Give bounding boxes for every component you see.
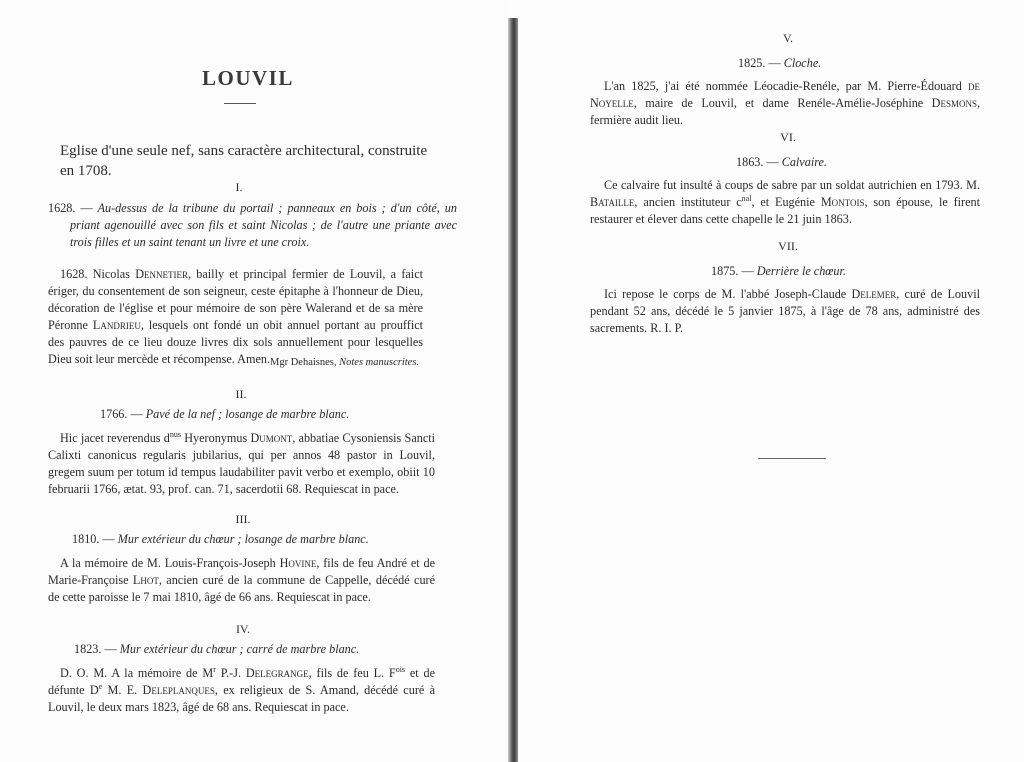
heading-description: Derrière le chœur. <box>756 264 846 278</box>
person-name: Bataille <box>590 195 635 209</box>
inscription-text-1 <box>48 266 423 368</box>
text-run: , bailly et principal fermier de Louvil, a faict ériger, du consentement de son seigneur, ceste épitaphe à l'honneur de Dieu, décoration de l'église et pour mémoire de son père Walerand et de sa mère Péronne <box>48 267 423 332</box>
heading-year: 1825. — <box>738 56 781 70</box>
section-heading-7 <box>711 263 951 280</box>
person-name: Dennetier <box>135 267 188 281</box>
text-run: L'an 1825, j'ai été nommée Léocadie-Renéle, par M. Pierre-Édouard <box>604 79 962 93</box>
superscript: ois <box>395 664 406 674</box>
text-run: , ex religieux de S. Amand, décédé curé à Louvil, le deux mars 1823, âgé de 68 ans. Requiescat in pace. <box>48 683 436 714</box>
heading-year: 1863. — <box>736 155 779 169</box>
superscript: e <box>98 681 103 691</box>
citation-author: Mgr Dehaisnes, <box>270 357 337 368</box>
title-rule <box>224 103 256 104</box>
person-name: Hovine <box>279 556 317 570</box>
heading-year: 1875. — <box>711 264 754 278</box>
section-heading-1 <box>48 200 457 251</box>
section-numeral-2: II. <box>235 387 247 401</box>
section-heading-2 <box>100 406 440 423</box>
heading-description: Calvaire. <box>781 155 827 169</box>
person-name: Delegrange <box>245 666 309 680</box>
book-gutter <box>508 18 518 762</box>
text-run: , curé de Louvil pendant 52 ans, décédé le 5 janvier 1875, à l'âge de 78 ans, administré des sacrements. R. I. P. <box>590 287 980 335</box>
text-run: , maire de Louvil, et dame Renéle-Amélie-Joséphine <box>633 96 924 110</box>
section-heading-5 <box>738 55 938 72</box>
text-run: 1628. Nicolas <box>60 267 130 281</box>
person-name: Lhot <box>132 573 159 587</box>
text-run: Ce calvaire fut insulté à coups de sabre par un soldat autrichien en 1793. M. <box>604 178 980 192</box>
section-numeral-6: VI. <box>780 130 796 144</box>
text-run: P.-J. <box>215 666 242 680</box>
page-title: LOUVIL <box>202 66 294 90</box>
heading-description: Cloche. <box>783 56 822 70</box>
text-run: , son épouse, le firent restaurer et élever dans cette chapelle le 21 juin 1863. <box>590 195 980 226</box>
text-run: et de défunte D <box>48 666 435 697</box>
text-run: , fermière audit lieu. <box>590 96 981 127</box>
person-name: Landrieu <box>92 318 141 332</box>
person-name: de Noyelle <box>590 79 980 110</box>
intro-paragraph: Eglise d'une seule nef, sans caractère architectural, construite en 1708. <box>60 143 428 179</box>
section-heading-6 <box>736 154 936 171</box>
text-run: , fils de feu L. F <box>308 666 396 680</box>
text-run: , et Eugénie <box>751 195 815 209</box>
person-name: Dumont <box>250 431 293 445</box>
right-page <box>518 0 1024 762</box>
inscription-text-5 <box>590 78 980 129</box>
inscription-text-7 <box>590 286 980 337</box>
text-run: , abbatiae Cysoniensis Sancti Calixti canonicus regularis jubilarius, qui per annos 48 pastor in Louvil, gregem suum per totum id tempus laudabiliter pavit verbo et exemplo, obiit 10 februarii 1766, ætat. 93, prof. can. 71, sacerdotii 68. Requiescat in pace. <box>48 431 436 496</box>
inscription-text-6 <box>590 177 980 228</box>
inscription-text-2 <box>48 430 435 498</box>
person-name: Desmons <box>931 96 977 110</box>
text-run: , ancien curé de la commune de Cappelle, décédé curé de cette paroisse le 7 mai 1810, âgé de 66 ans. Requiescat in pace. <box>48 573 436 604</box>
inscription-text-4 <box>48 665 435 716</box>
section-heading-4 <box>74 641 434 658</box>
source-citation <box>270 357 419 368</box>
section-heading-3 <box>72 531 432 548</box>
heading-year: 1628. — <box>48 201 93 215</box>
text-run: , fils de feu André et de Marie-Françoise <box>48 556 436 587</box>
heading-description: Au-dessus de la tribune du portail ; panneaux en bois ; d'un côté, un priant agenouillé avec son fils et saint Nicolas ; de l'autre une priante avec trois filles et un saint tenant un livre et une croix. <box>70 201 457 249</box>
text-run: , ancien instituteur c <box>634 195 742 209</box>
person-name: Montois <box>820 195 865 209</box>
superscript: nal <box>741 193 752 203</box>
heading-year: 1810. — <box>72 532 115 546</box>
text-run: M. E. <box>102 683 138 697</box>
superscript: r <box>213 664 216 674</box>
inscription-text-3 <box>48 555 435 606</box>
person-name: Deleplanques <box>142 683 215 697</box>
heading-description: Mur extérieur du chœur ; losange de marbre blanc. <box>117 532 369 546</box>
heading-year: 1766. — <box>100 407 143 421</box>
section-numeral-4: IV. <box>235 622 251 636</box>
citation-title: Notes manuscrites. <box>339 357 420 368</box>
text-run: Hic jacet reverendus d <box>60 431 170 445</box>
text-run: Hyeronymus <box>181 431 248 445</box>
text-run: Ici repose le corps de M. l'abbé Joseph-Claude <box>604 287 847 301</box>
person-name: Delemer <box>851 287 897 301</box>
heading-description: Pavé de la nef ; losange de marbre blanc. <box>145 407 350 421</box>
text-run: A la mémoire de M. Louis-François-Joseph <box>60 556 276 570</box>
section-numeral-3: III. <box>235 512 251 526</box>
section-numeral-5: V. <box>782 31 794 45</box>
text-run: , lesquels ont fondé un obit annuel portant au prouffict des pauvres de ce lieu douze livres dix sols annuellement pour lesquelles Dieu soit leur mercède et récompense. Amen. <box>48 318 424 366</box>
section-numeral-7: VII. <box>778 239 798 253</box>
text-run: D. O. M. A la mémoire de M <box>60 666 214 680</box>
heading-year: 1823. — <box>74 642 117 656</box>
section-numeral-1: I. <box>235 180 243 194</box>
superscript: nus <box>169 429 181 439</box>
end-rule <box>758 458 826 459</box>
heading-description: Mur extérieur du chœur ; carré de marbre blanc. <box>119 642 360 656</box>
left-page <box>0 0 510 762</box>
